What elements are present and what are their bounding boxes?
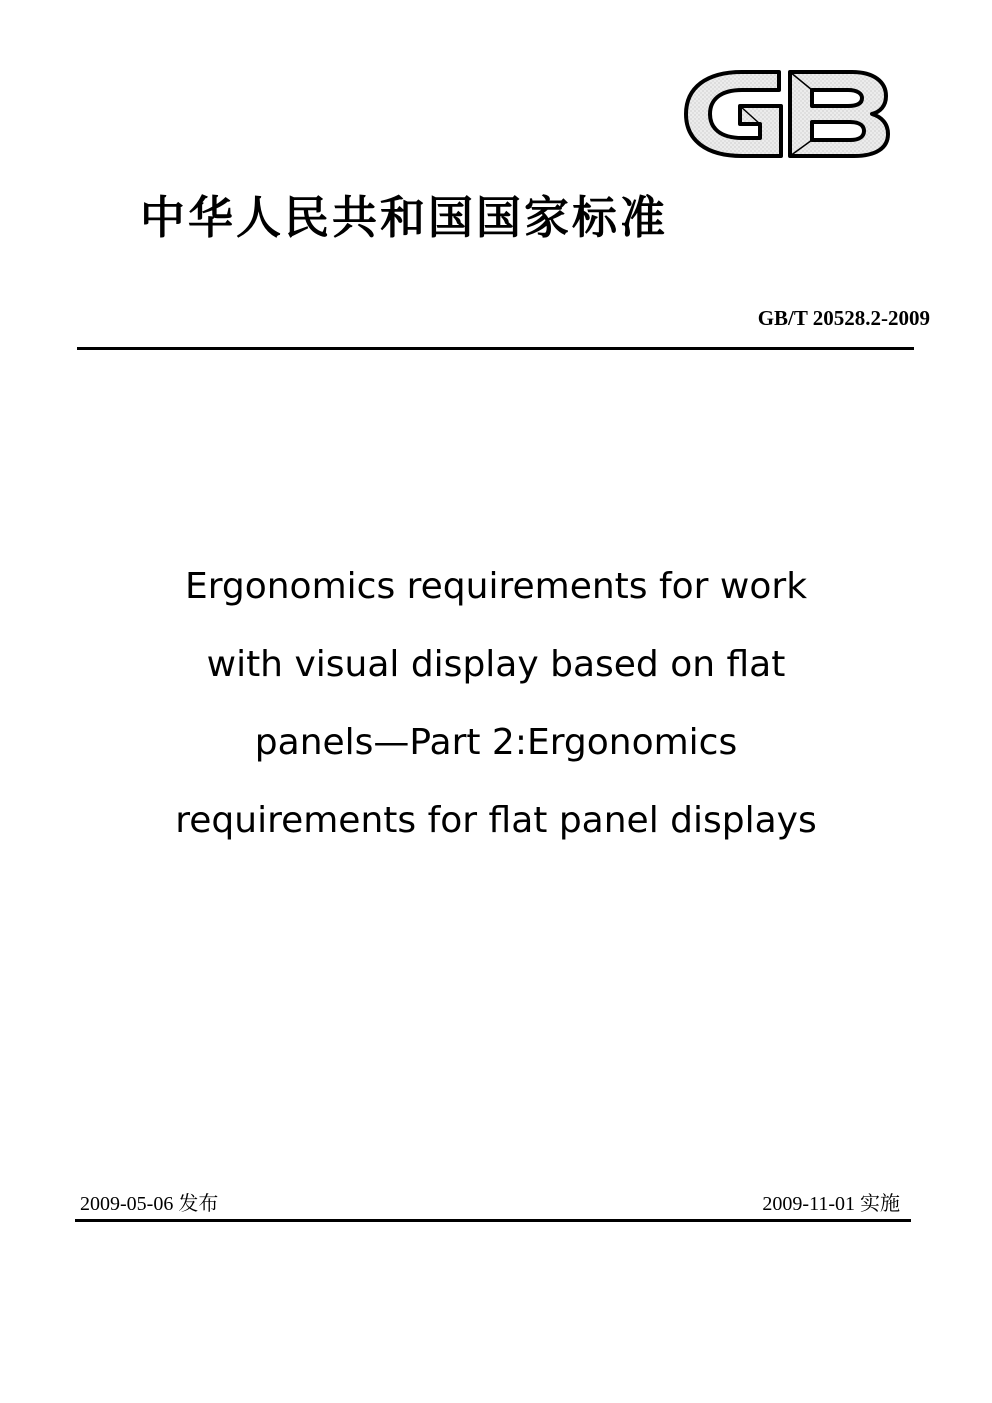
organization-title: 中华人民共和国国家标准	[140, 191, 669, 244]
title-line: panels—Part 2:Ergonomics	[254, 722, 738, 763]
document-title	[96, 548, 896, 860]
gb-logo-letter-g	[686, 72, 781, 156]
footer-divider	[75, 1219, 911, 1222]
title-line: requirements for flat panel displays	[175, 800, 817, 841]
implementation-date: 2009-11-01 实施	[762, 1193, 900, 1215]
title-line: Ergonomics requirements for work	[184, 566, 808, 607]
standard-code: GB/T 20528.2-2009	[757, 306, 930, 330]
header-divider	[77, 347, 914, 350]
issue-date: 2009-05-06 发布	[80, 1193, 219, 1215]
title-line: with visual display based on flat	[206, 644, 786, 685]
gb-logo	[682, 58, 892, 170]
